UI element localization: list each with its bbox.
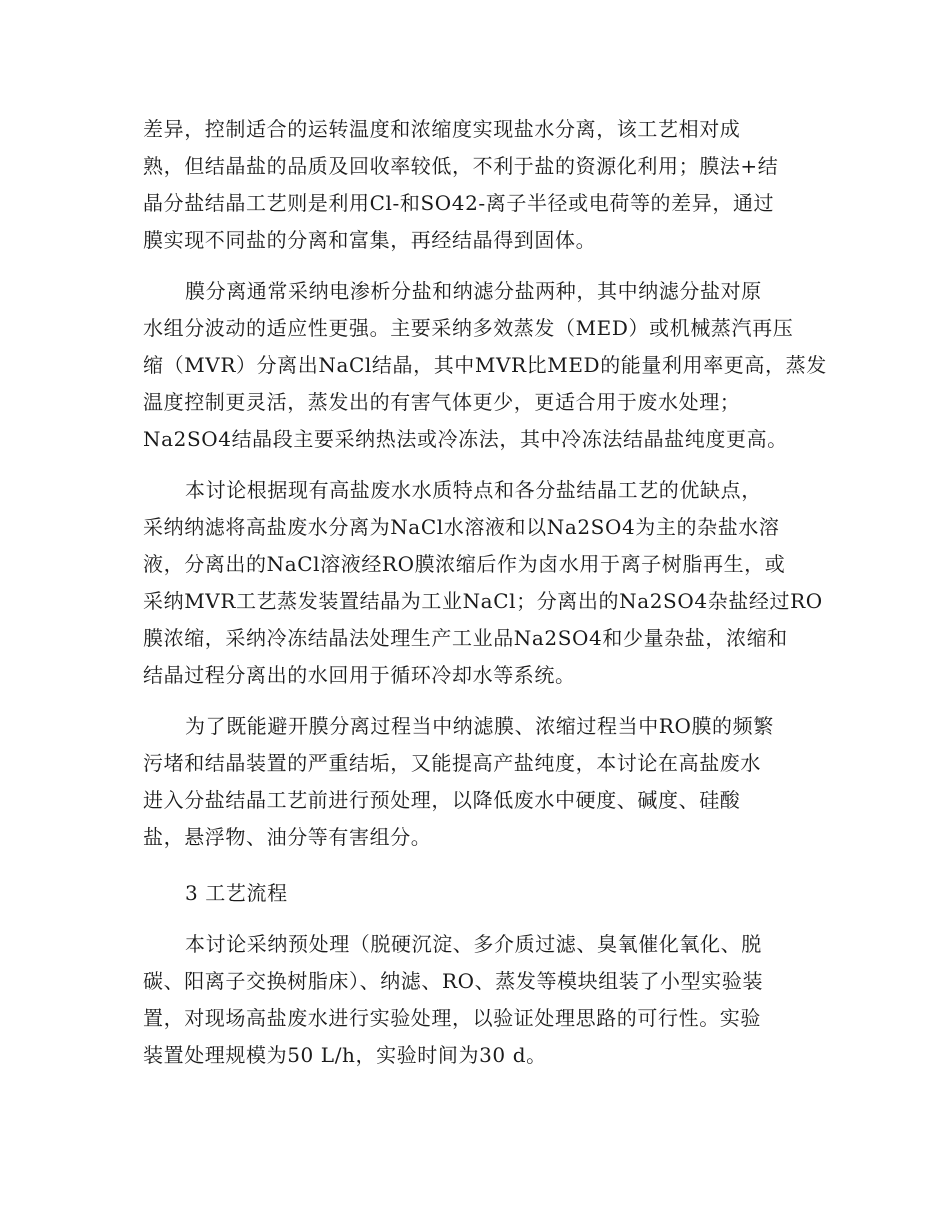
paragraph-3-line-6: 结晶过程分离出的水回用于循环冷却水等系统。 [143,663,576,687]
paragraph-4-line-3: 进入分盐结晶工艺前进行预处理，以降低废水中硬度、碱度、硅酸 [143,788,741,812]
paragraph-3-line-1: 本讨论根据现有高盐废水水质特点和各分盐结晶工艺的优缺点， [185,478,762,502]
paragraph-1-line-2: 熟，但结晶盐的品质及回收率较低，不利于盐的资源化利用；膜法+结 [143,154,779,178]
paragraph-1-line-4: 膜实现不同盐的分离和富集，再经结晶得到固体。 [143,228,597,252]
paragraph-1-line-1: 差异，控制适合的运转温度和浓缩度实现盐水分离，该工艺相对成 [143,117,741,141]
paragraph-4-line-2: 污堵和结晶装置的严重结垢，又能提高产盐纯度，本讨论在高盐废水 [143,751,761,775]
paragraph-5-line-1: 本讨论采纳预处理（脱硬沉淀、多介质过滤、臭氧催化氧化、脱 [185,932,762,956]
paragraph-3-line-4: 采纳MVR工艺蒸发装置结晶为工业NaCl；分离出的Na2SO4杂盐经过RO [143,589,823,613]
paragraph-2-line-5: Na2SO4结晶段主要采纳热法或冷冻法，其中冷冻法结晶盐纯度更高。 [143,427,788,451]
paragraph-1-line-3: 晶分盐结晶工艺则是利用Cl-和SO42-离子半径或电荷等的差异，通过 [143,191,775,215]
paragraph-3-line-3: 液，分离出的NaCl溶液经RO膜浓缩后作为卤水用于离子树脂再生，或 [143,552,786,576]
paragraph-4-line-4: 盐，悬浮物、油分等有害组分。 [143,825,432,849]
paragraph-3-line-5: 膜浓缩，采纳冷冻结晶法处理生产工业品Na2SO4和少量杂盐，浓缩和 [143,626,788,650]
paragraph-5-line-2: 碳、阳离子交换树脂床）、纳滤、RO、蒸发等模块组装了小型实验装 [143,969,764,993]
paragraph-2-line-1: 膜分离通常采纳电渗析分盐和纳滤分盐两种，其中纳滤分盐对原 [185,279,762,303]
paragraph-2-line-4: 温度控制更灵活，蒸发出的有害气体更少，更适合用于废水处理； [143,390,741,414]
paragraph-5-line-4: 装置处理规模为50 L/h，实验时间为30 d。 [143,1043,547,1067]
paragraph-2-line-2: 水组分波动的适应性更强。主要采纳多效蒸发（MED）或机械蒸汽再压 [143,316,794,340]
paragraph-3-line-2: 采纳纳滤将高盐废水分离为NaCl水溶液和以Na2SO4为主的杂盐水溶 [143,515,780,539]
paragraph-5-line-3: 置，对现场高盐废水进行实验处理，以验证处理思路的可行性。实验 [143,1006,761,1030]
section-heading: 3 工艺流程 [185,881,288,905]
paragraph-4-line-1: 为了既能避开膜分离过程当中纳滤膜、浓缩过程当中RO膜的频繁 [185,714,774,738]
paragraph-2-line-3: 缩（MVR）分离出NaCl结晶，其中MVR比MED的能量利用率更高，蒸发 [143,353,827,377]
